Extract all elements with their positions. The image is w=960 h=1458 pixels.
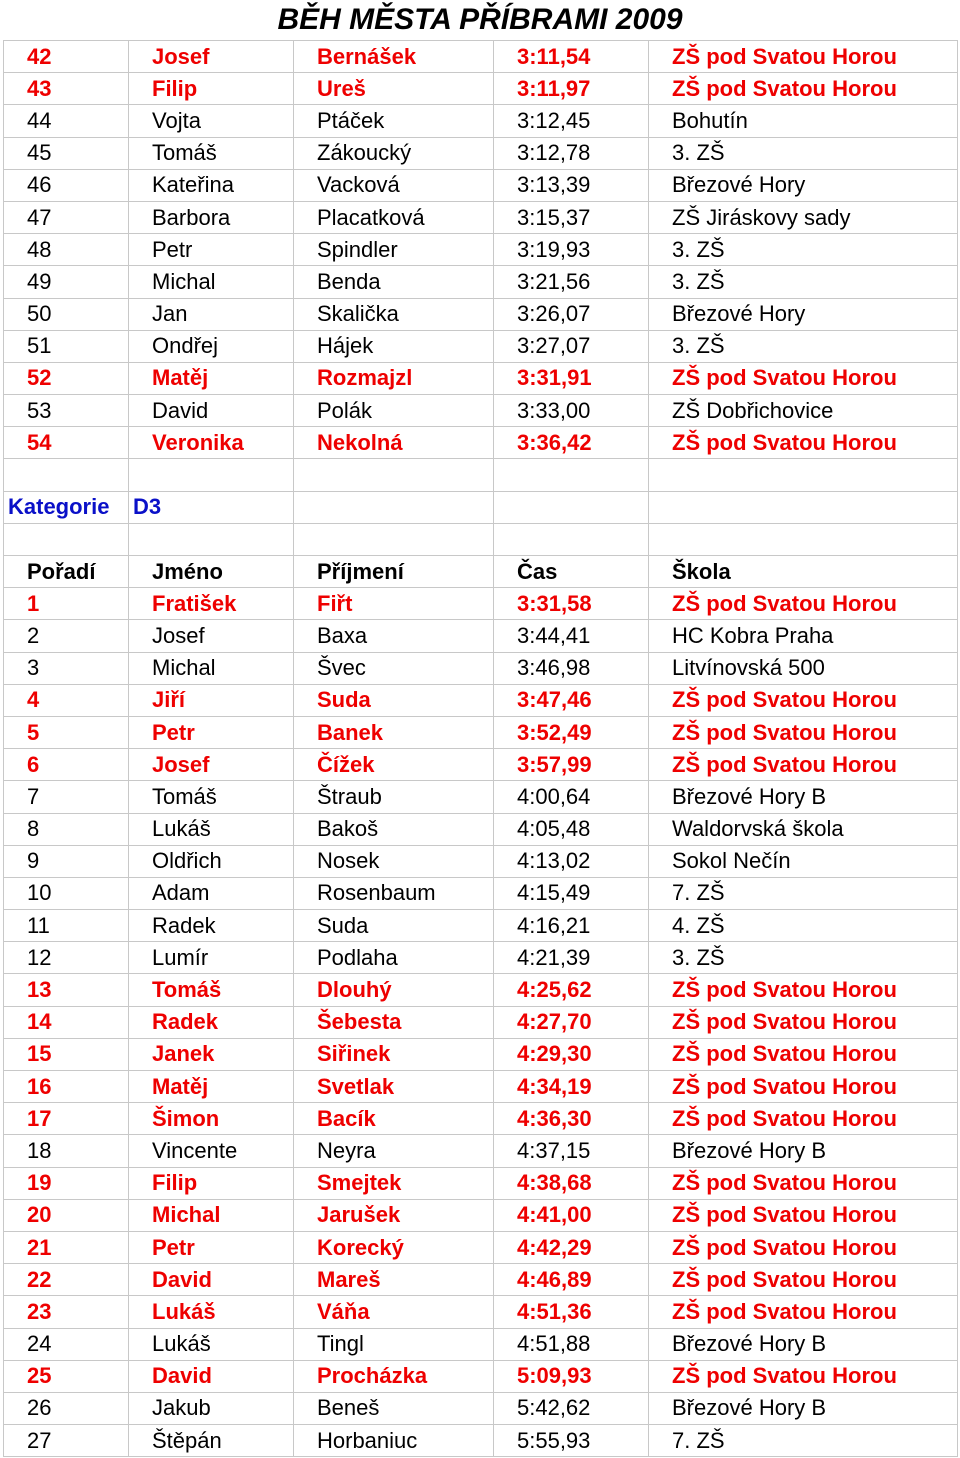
rank-cell: 5 — [4, 716, 129, 748]
first-name-cell: Josef — [129, 749, 294, 781]
last-name-cell: Ureš — [294, 73, 494, 105]
time-cell: 3:27,07 — [494, 330, 649, 362]
column-header-rank: Pořadí — [4, 556, 129, 588]
table-row — [4, 1006, 958, 1038]
school-cell: ZŠ pod Svatou Horou — [649, 1103, 958, 1135]
table-row — [4, 716, 958, 748]
rank-cell: 27 — [4, 1425, 129, 1457]
rank-cell: 44 — [4, 105, 129, 137]
rank-cell: 11 — [4, 910, 129, 942]
column-header-first-name: Jméno — [129, 556, 294, 588]
last-name-cell: Mareš — [294, 1264, 494, 1296]
time-cell: 4:00,64 — [494, 781, 649, 813]
rank-cell: 46 — [4, 169, 129, 201]
school-cell: Březové Hory B — [649, 1328, 958, 1360]
first-name-cell: Fratišek — [129, 588, 294, 620]
first-name-cell: Michal — [129, 1199, 294, 1231]
time-cell: 4:36,30 — [494, 1103, 649, 1135]
column-header-last-name: Příjmení — [294, 556, 494, 588]
rank-cell: 24 — [4, 1328, 129, 1360]
last-name-cell: Suda — [294, 684, 494, 716]
rank-cell: 52 — [4, 362, 129, 394]
first-name-cell: Petr — [129, 1231, 294, 1263]
table-row — [4, 1360, 958, 1392]
time-cell: 4:41,00 — [494, 1199, 649, 1231]
rank-cell: 51 — [4, 330, 129, 362]
school-cell: ZŠ pod Svatou Horou — [649, 427, 958, 459]
first-name-cell: David — [129, 1360, 294, 1392]
rank-cell: 47 — [4, 201, 129, 233]
rank-cell: 12 — [4, 942, 129, 974]
rank-cell: 23 — [4, 1296, 129, 1328]
first-name-cell: David — [129, 395, 294, 427]
first-name-cell: Jiří — [129, 684, 294, 716]
school-cell: Bohutín — [649, 105, 958, 137]
table-row — [4, 105, 958, 137]
last-name-cell: Nekolná — [294, 427, 494, 459]
time-cell: 4:38,68 — [494, 1167, 649, 1199]
first-name-cell: David — [129, 1264, 294, 1296]
first-name-cell: Šimon — [129, 1103, 294, 1135]
table-row — [4, 1231, 958, 1263]
last-name-cell: Neyra — [294, 1135, 494, 1167]
last-name-cell: Bakoš — [294, 813, 494, 845]
school-cell: ZŠ pod Svatou Horou — [649, 362, 958, 394]
time-cell: 4:34,19 — [494, 1071, 649, 1103]
table-row — [4, 652, 958, 684]
school-cell: ZŠ pod Svatou Horou — [649, 974, 958, 1006]
school-cell: ZŠ pod Svatou Horou — [649, 1264, 958, 1296]
first-name-cell: Veronika — [129, 427, 294, 459]
first-name-cell: Ondřej — [129, 330, 294, 362]
rank-cell: 16 — [4, 1071, 129, 1103]
time-cell: 4:25,62 — [494, 974, 649, 1006]
time-cell: 3:57,99 — [494, 749, 649, 781]
rank-cell: 53 — [4, 395, 129, 427]
category-value: D3 — [129, 491, 294, 523]
time-cell: 3:52,49 — [494, 716, 649, 748]
school-cell: 3. ZŠ — [649, 137, 958, 169]
rank-cell: 20 — [4, 1199, 129, 1231]
time-cell: 4:51,36 — [494, 1296, 649, 1328]
time-cell: 3:31,91 — [494, 362, 649, 394]
empty-cell — [294, 523, 494, 555]
results-table — [3, 40, 958, 1457]
last-name-cell: Benda — [294, 266, 494, 298]
school-cell: ZŠ Dobřichovice — [649, 395, 958, 427]
table-row — [4, 169, 958, 201]
table-row — [4, 781, 958, 813]
first-name-cell: Petr — [129, 716, 294, 748]
table-row — [4, 1264, 958, 1296]
rank-cell: 18 — [4, 1135, 129, 1167]
time-cell: 3:33,00 — [494, 395, 649, 427]
table-row — [4, 41, 958, 73]
school-cell: Březové Hory B — [649, 1135, 958, 1167]
time-cell: 4:13,02 — [494, 845, 649, 877]
school-cell: 4. ZŠ — [649, 910, 958, 942]
school-cell: ZŠ pod Svatou Horou — [649, 1360, 958, 1392]
table-row — [4, 137, 958, 169]
last-name-cell: Horbaniuc — [294, 1425, 494, 1457]
rank-cell: 10 — [4, 877, 129, 909]
table-row — [4, 910, 958, 942]
last-name-cell: Procházka — [294, 1360, 494, 1392]
school-cell: ZŠ pod Svatou Horou — [649, 1199, 958, 1231]
first-name-cell: Lukáš — [129, 813, 294, 845]
last-name-cell: Štraub — [294, 781, 494, 813]
school-cell: ZŠ pod Svatou Horou — [649, 41, 958, 73]
first-name-cell: Radek — [129, 1006, 294, 1038]
table-row — [4, 749, 958, 781]
last-name-cell: Nosek — [294, 845, 494, 877]
first-name-cell: Michal — [129, 266, 294, 298]
table-row — [4, 588, 958, 620]
last-name-cell: Spindler — [294, 234, 494, 266]
first-name-cell: Josef — [129, 41, 294, 73]
first-name-cell: Petr — [129, 234, 294, 266]
category-row — [4, 491, 958, 523]
rank-cell: 54 — [4, 427, 129, 459]
last-name-cell: Hájek — [294, 330, 494, 362]
school-cell: ZŠ pod Svatou Horou — [649, 588, 958, 620]
last-name-cell: Placatková — [294, 201, 494, 233]
time-cell: 3:47,46 — [494, 684, 649, 716]
school-cell: Waldorvská škola — [649, 813, 958, 845]
time-cell: 3:15,37 — [494, 201, 649, 233]
table-row — [4, 974, 958, 1006]
table-row — [4, 942, 958, 974]
last-name-cell: Beneš — [294, 1392, 494, 1424]
school-cell: Litvínovská 500 — [649, 652, 958, 684]
school-cell: ZŠ pod Svatou Horou — [649, 1038, 958, 1070]
first-name-cell: Tomáš — [129, 137, 294, 169]
table-row — [4, 395, 958, 427]
last-name-cell: Tingl — [294, 1328, 494, 1360]
table-row — [4, 1296, 958, 1328]
rank-cell: 45 — [4, 137, 129, 169]
rank-cell: 25 — [4, 1360, 129, 1392]
last-name-cell: Vacková — [294, 169, 494, 201]
last-name-cell: Bacík — [294, 1103, 494, 1135]
school-cell: Březové Hory B — [649, 1392, 958, 1424]
time-cell: 5:09,93 — [494, 1360, 649, 1392]
rank-cell: 50 — [4, 298, 129, 330]
time-cell: 3:12,45 — [494, 105, 649, 137]
table-row — [4, 298, 958, 330]
rank-cell: 26 — [4, 1392, 129, 1424]
rank-cell: 7 — [4, 781, 129, 813]
last-name-cell: Rosenbaum — [294, 877, 494, 909]
school-cell: Březové Hory — [649, 298, 958, 330]
table-row — [4, 1135, 958, 1167]
first-name-cell: Oldřich — [129, 845, 294, 877]
table-row — [4, 201, 958, 233]
time-cell: 3:44,41 — [494, 620, 649, 652]
table-row — [4, 620, 958, 652]
school-cell: ZŠ pod Svatou Horou — [649, 1071, 958, 1103]
empty-cell — [649, 459, 958, 491]
first-name-cell: Lumír — [129, 942, 294, 974]
rank-cell: 21 — [4, 1231, 129, 1263]
rank-cell: 3 — [4, 652, 129, 684]
column-header-school: Škola — [649, 556, 958, 588]
table-row — [4, 1392, 958, 1424]
last-name-cell: Zákoucký — [294, 137, 494, 169]
empty-cell — [649, 491, 958, 523]
time-cell: 4:15,49 — [494, 877, 649, 909]
first-name-cell: Tomáš — [129, 974, 294, 1006]
spacer-row — [4, 523, 958, 555]
last-name-cell: Smejtek — [294, 1167, 494, 1199]
first-name-cell: Radek — [129, 910, 294, 942]
school-cell: ZŠ pod Svatou Horou — [649, 1231, 958, 1263]
first-name-cell: Vincente — [129, 1135, 294, 1167]
spacer-row — [4, 459, 958, 491]
table-row — [4, 877, 958, 909]
first-name-cell: Matěj — [129, 362, 294, 394]
rank-cell: 4 — [4, 684, 129, 716]
first-name-cell: Adam — [129, 877, 294, 909]
rank-cell: 48 — [4, 234, 129, 266]
school-cell: ZŠ pod Svatou Horou — [649, 749, 958, 781]
rank-cell: 42 — [4, 41, 129, 73]
rank-cell: 2 — [4, 620, 129, 652]
school-cell: ZŠ pod Svatou Horou — [649, 684, 958, 716]
first-name-cell: Jan — [129, 298, 294, 330]
rank-cell: 6 — [4, 749, 129, 781]
last-name-cell: Rozmajzl — [294, 362, 494, 394]
first-name-cell: Josef — [129, 620, 294, 652]
time-cell: 4:42,29 — [494, 1231, 649, 1263]
time-cell: 4:27,70 — [494, 1006, 649, 1038]
table-row — [4, 1038, 958, 1070]
table-row — [4, 1199, 958, 1231]
rank-cell: 1 — [4, 588, 129, 620]
empty-cell — [129, 523, 294, 555]
empty-cell — [649, 523, 958, 555]
last-name-cell: Ptáček — [294, 105, 494, 137]
first-name-cell: Lukáš — [129, 1296, 294, 1328]
rank-cell: 14 — [4, 1006, 129, 1038]
rank-cell: 22 — [4, 1264, 129, 1296]
last-name-cell: Čížek — [294, 749, 494, 781]
rank-cell: 13 — [4, 974, 129, 1006]
table-row — [4, 1167, 958, 1199]
time-cell: 4:29,30 — [494, 1038, 649, 1070]
time-cell: 3:31,58 — [494, 588, 649, 620]
time-cell: 3:12,78 — [494, 137, 649, 169]
empty-cell — [4, 459, 129, 491]
rank-cell: 9 — [4, 845, 129, 877]
table-row — [4, 1328, 958, 1360]
table-row — [4, 1425, 958, 1457]
last-name-cell: Podlaha — [294, 942, 494, 974]
school-cell: ZŠ pod Svatou Horou — [649, 1167, 958, 1199]
time-cell: 5:42,62 — [494, 1392, 649, 1424]
time-cell: 3:46,98 — [494, 652, 649, 684]
time-cell: 4:05,48 — [494, 813, 649, 845]
last-name-cell: Švec — [294, 652, 494, 684]
first-name-cell: Lukáš — [129, 1328, 294, 1360]
table-row — [4, 845, 958, 877]
school-cell: ZŠ pod Svatou Horou — [649, 716, 958, 748]
last-name-cell: Korecký — [294, 1231, 494, 1263]
empty-cell — [294, 491, 494, 523]
school-cell: ZŠ Jiráskovy sady — [649, 201, 958, 233]
table-row — [4, 684, 958, 716]
table-row — [4, 73, 958, 105]
rank-cell: 8 — [4, 813, 129, 845]
results-body — [4, 41, 958, 1457]
rank-cell: 49 — [4, 266, 129, 298]
time-cell: 5:55,93 — [494, 1425, 649, 1457]
empty-cell — [494, 523, 649, 555]
empty-cell — [129, 459, 294, 491]
table-row — [4, 362, 958, 394]
school-cell: 3. ZŠ — [649, 234, 958, 266]
school-cell: 3. ZŠ — [649, 266, 958, 298]
last-name-cell: Svetlak — [294, 1071, 494, 1103]
first-name-cell: Filip — [129, 1167, 294, 1199]
last-name-cell: Bernášek — [294, 41, 494, 73]
time-cell: 4:37,15 — [494, 1135, 649, 1167]
school-cell: Březové Hory — [649, 169, 958, 201]
time-cell: 4:21,39 — [494, 942, 649, 974]
last-name-cell: Šebesta — [294, 1006, 494, 1038]
time-cell: 3:11,97 — [494, 73, 649, 105]
rank-cell: 43 — [4, 73, 129, 105]
table-row — [4, 330, 958, 362]
empty-cell — [294, 459, 494, 491]
last-name-cell: Banek — [294, 716, 494, 748]
first-name-cell: Štěpán — [129, 1425, 294, 1457]
first-name-cell: Matěj — [129, 1071, 294, 1103]
school-cell: HC Kobra Praha — [649, 620, 958, 652]
school-cell: 3. ZŠ — [649, 942, 958, 974]
school-cell: 3. ZŠ — [649, 330, 958, 362]
last-name-cell: Polák — [294, 395, 494, 427]
time-cell: 4:16,21 — [494, 910, 649, 942]
empty-cell — [494, 491, 649, 523]
first-name-cell: Filip — [129, 73, 294, 105]
time-cell: 3:11,54 — [494, 41, 649, 73]
last-name-cell: Baxa — [294, 620, 494, 652]
last-name-cell: Fiřt — [294, 588, 494, 620]
school-cell: Březové Hory B — [649, 781, 958, 813]
time-cell: 3:19,93 — [494, 234, 649, 266]
rank-cell: 17 — [4, 1103, 129, 1135]
column-header-time: Čas — [494, 556, 649, 588]
first-name-cell: Janek — [129, 1038, 294, 1070]
last-name-cell: Váňa — [294, 1296, 494, 1328]
header-row — [4, 556, 958, 588]
time-cell: 3:26,07 — [494, 298, 649, 330]
first-name-cell: Barbora — [129, 201, 294, 233]
first-name-cell: Vojta — [129, 105, 294, 137]
rank-cell: 15 — [4, 1038, 129, 1070]
school-cell: 7. ZŠ — [649, 877, 958, 909]
table-row — [4, 1103, 958, 1135]
empty-cell — [494, 459, 649, 491]
last-name-cell: Siřinek — [294, 1038, 494, 1070]
last-name-cell: Suda — [294, 910, 494, 942]
first-name-cell: Kateřina — [129, 169, 294, 201]
last-name-cell: Jarušek — [294, 1199, 494, 1231]
first-name-cell: Jakub — [129, 1392, 294, 1424]
time-cell: 4:46,89 — [494, 1264, 649, 1296]
time-cell: 4:51,88 — [494, 1328, 649, 1360]
rank-cell: 19 — [4, 1167, 129, 1199]
table-row — [4, 266, 958, 298]
table-row — [4, 813, 958, 845]
school-cell: ZŠ pod Svatou Horou — [649, 1296, 958, 1328]
first-name-cell: Tomáš — [129, 781, 294, 813]
time-cell: 3:13,39 — [494, 169, 649, 201]
school-cell: 7. ZŠ — [649, 1425, 958, 1457]
school-cell: Sokol Nečín — [649, 845, 958, 877]
empty-cell — [4, 523, 129, 555]
category-label: Kategorie — [4, 491, 129, 523]
time-cell: 3:21,56 — [494, 266, 649, 298]
time-cell: 3:36,42 — [494, 427, 649, 459]
school-cell: ZŠ pod Svatou Horou — [649, 1006, 958, 1038]
table-row — [4, 427, 958, 459]
last-name-cell: Dlouhý — [294, 974, 494, 1006]
page-title: BĚH MĚSTA PŘÍBRAMI 2009 — [277, 3, 683, 36]
table-row — [4, 234, 958, 266]
last-name-cell: Skalička — [294, 298, 494, 330]
table-row — [4, 1071, 958, 1103]
school-cell: ZŠ pod Svatou Horou — [649, 73, 958, 105]
first-name-cell: Michal — [129, 652, 294, 684]
